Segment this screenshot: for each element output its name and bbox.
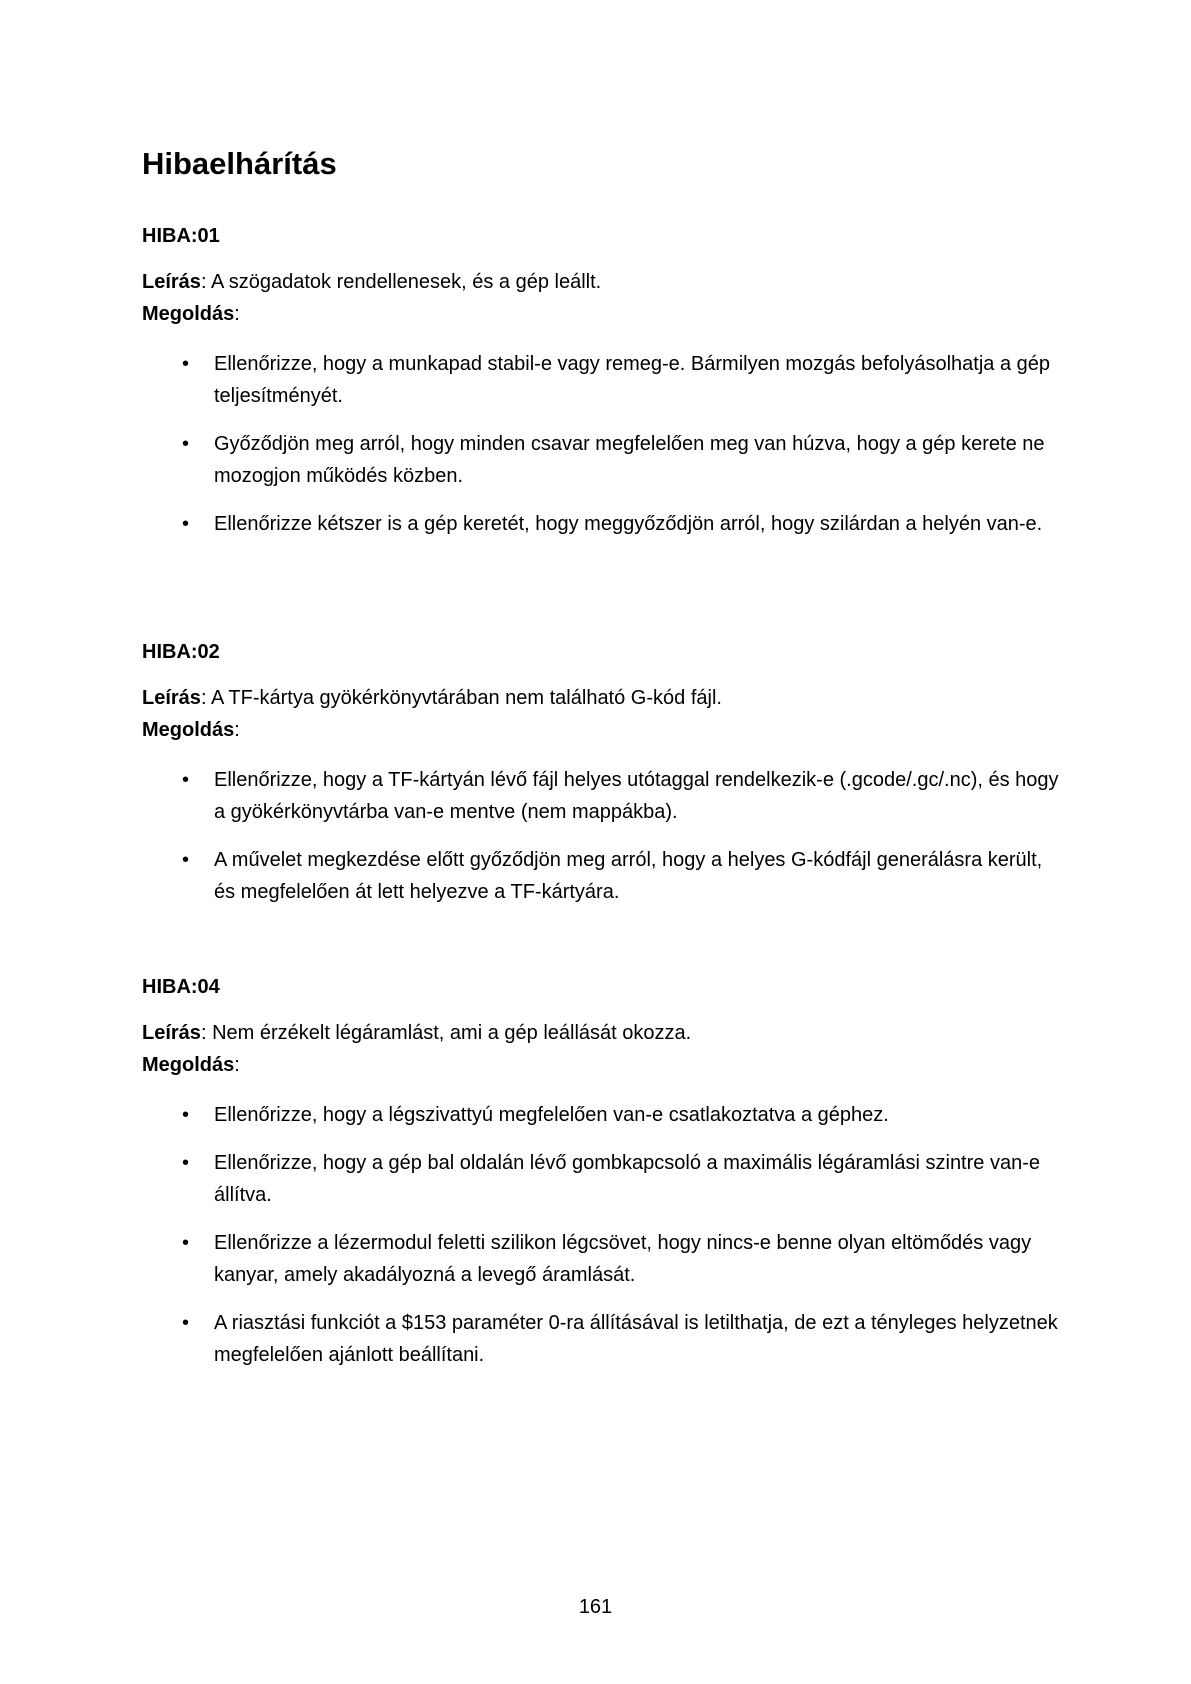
- error-section-01: [142, 220, 1062, 556]
- bullet-icon: •: [182, 769, 190, 791]
- solution-item: [142, 428, 1064, 492]
- description-colon: :: [200, 271, 207, 293]
- solution-label: Megoldás: [142, 1054, 235, 1076]
- bullet-icon: •: [182, 1232, 190, 1254]
- solution-list: [142, 348, 1062, 540]
- solution-item: [142, 348, 1064, 412]
- solution-colon: :: [234, 1054, 240, 1076]
- solution-line: [142, 714, 1062, 746]
- description-colon: :: [200, 687, 207, 709]
- solution-item: [142, 508, 1064, 540]
- solution-label: Megoldás: [142, 303, 235, 325]
- description-label: Leírás: [142, 271, 201, 293]
- bullet-icon: •: [182, 1104, 190, 1126]
- bullet-icon: •: [182, 353, 190, 375]
- error-code: HIBA:01: [142, 225, 220, 247]
- description-label: Leírás: [142, 1022, 201, 1044]
- solution-colon: :: [234, 719, 240, 741]
- description-text: A TF-kártya gyökérkönyvtárában nem található G-kód fájl.: [210, 687, 722, 709]
- solution-text: A riasztási funkciót a $153 paraméter 0-ra állításával is letilthatja, de ezt a tényleges helyzetnek megfelelően ajánlott beállítani.: [214, 1312, 1058, 1366]
- description-colon: :: [200, 1022, 207, 1044]
- description-label: Leírás: [142, 687, 201, 709]
- solution-list: [142, 1099, 1062, 1371]
- bullet-icon: •: [182, 1312, 190, 1334]
- solution-label: Megoldás: [142, 719, 235, 741]
- solution-line: [142, 298, 1062, 330]
- bullet-icon: •: [182, 849, 190, 871]
- bullet-icon: •: [182, 513, 190, 535]
- solution-line: [142, 1049, 1062, 1081]
- error-code: HIBA:02: [142, 641, 220, 663]
- solution-text: Ellenőrizze, hogy a gép bal oldalán lévő gombkapcsoló a maximális légáramlási szintre van-e állítva.: [214, 1152, 1040, 1206]
- solution-item: [142, 1147, 1064, 1211]
- solution-text: Ellenőrizze, hogy a légszivattyú megfelelően van-e csatlakoztatva a géphez.: [214, 1104, 889, 1126]
- page-title: Hibaelhárítás: [142, 146, 337, 181]
- solution-item: [142, 1307, 1064, 1371]
- solution-text: Ellenőrizze a lézermodul feletti szilikon légcsövet, hogy nincs-e benne olyan eltömődés vagy kanyar, amely akadályozná a levegő áramlását.: [214, 1232, 1032, 1286]
- description-text: A szögadatok rendellenesek, és a gép leállt.: [210, 271, 602, 293]
- solution-text: Győződjön meg arról, hogy minden csavar megfelelően meg van húzva, hogy a gép kerete ne mozogjon működés közben.: [214, 433, 1045, 487]
- description-line: [142, 1017, 1062, 1049]
- solution-text: Ellenőrizze kétszer is a gép keretét, hogy meggyőződjön arról, hogy szilárdan a helyén van-e.: [214, 513, 1043, 535]
- solution-item: [142, 844, 1064, 908]
- description-text: Nem érzékelt légáramlást, ami a gép leállását okozza.: [212, 1022, 692, 1044]
- page-number: 161: [578, 1596, 613, 1618]
- bullet-icon: •: [182, 1152, 190, 1174]
- solution-list: [142, 764, 1062, 908]
- error-code: HIBA:04: [142, 976, 220, 998]
- solution-text: Ellenőrizze, hogy a TF-kártyán lévő fájl helyes utótaggal rendelkezik-e (.gcode/.gc/.nc), és hogy a gyökérkönyvtárba van-e mentve (nem mappákba).: [214, 769, 1059, 823]
- solution-item: [142, 1227, 1064, 1291]
- solution-text: A művelet megkezdése előtt győződjön meg arról, hogy a helyes G-kódfájl generálásra került, és megfelelően át lett helyezve a TF-kártyára.: [214, 849, 1043, 903]
- bullet-icon: •: [182, 433, 190, 455]
- solution-item: [142, 1099, 1064, 1131]
- description-line: [142, 266, 1062, 298]
- error-section-04: [142, 971, 1062, 1387]
- description-line: [142, 682, 1062, 714]
- solution-item: [142, 764, 1064, 828]
- error-section-02: [142, 636, 1062, 924]
- solution-text: Ellenőrizze, hogy a munkapad stabil-e vagy remeg-e. Bármilyen mozgás befolyásolhatja a gép teljesítményét.: [214, 353, 1051, 407]
- solution-colon: :: [234, 303, 240, 325]
